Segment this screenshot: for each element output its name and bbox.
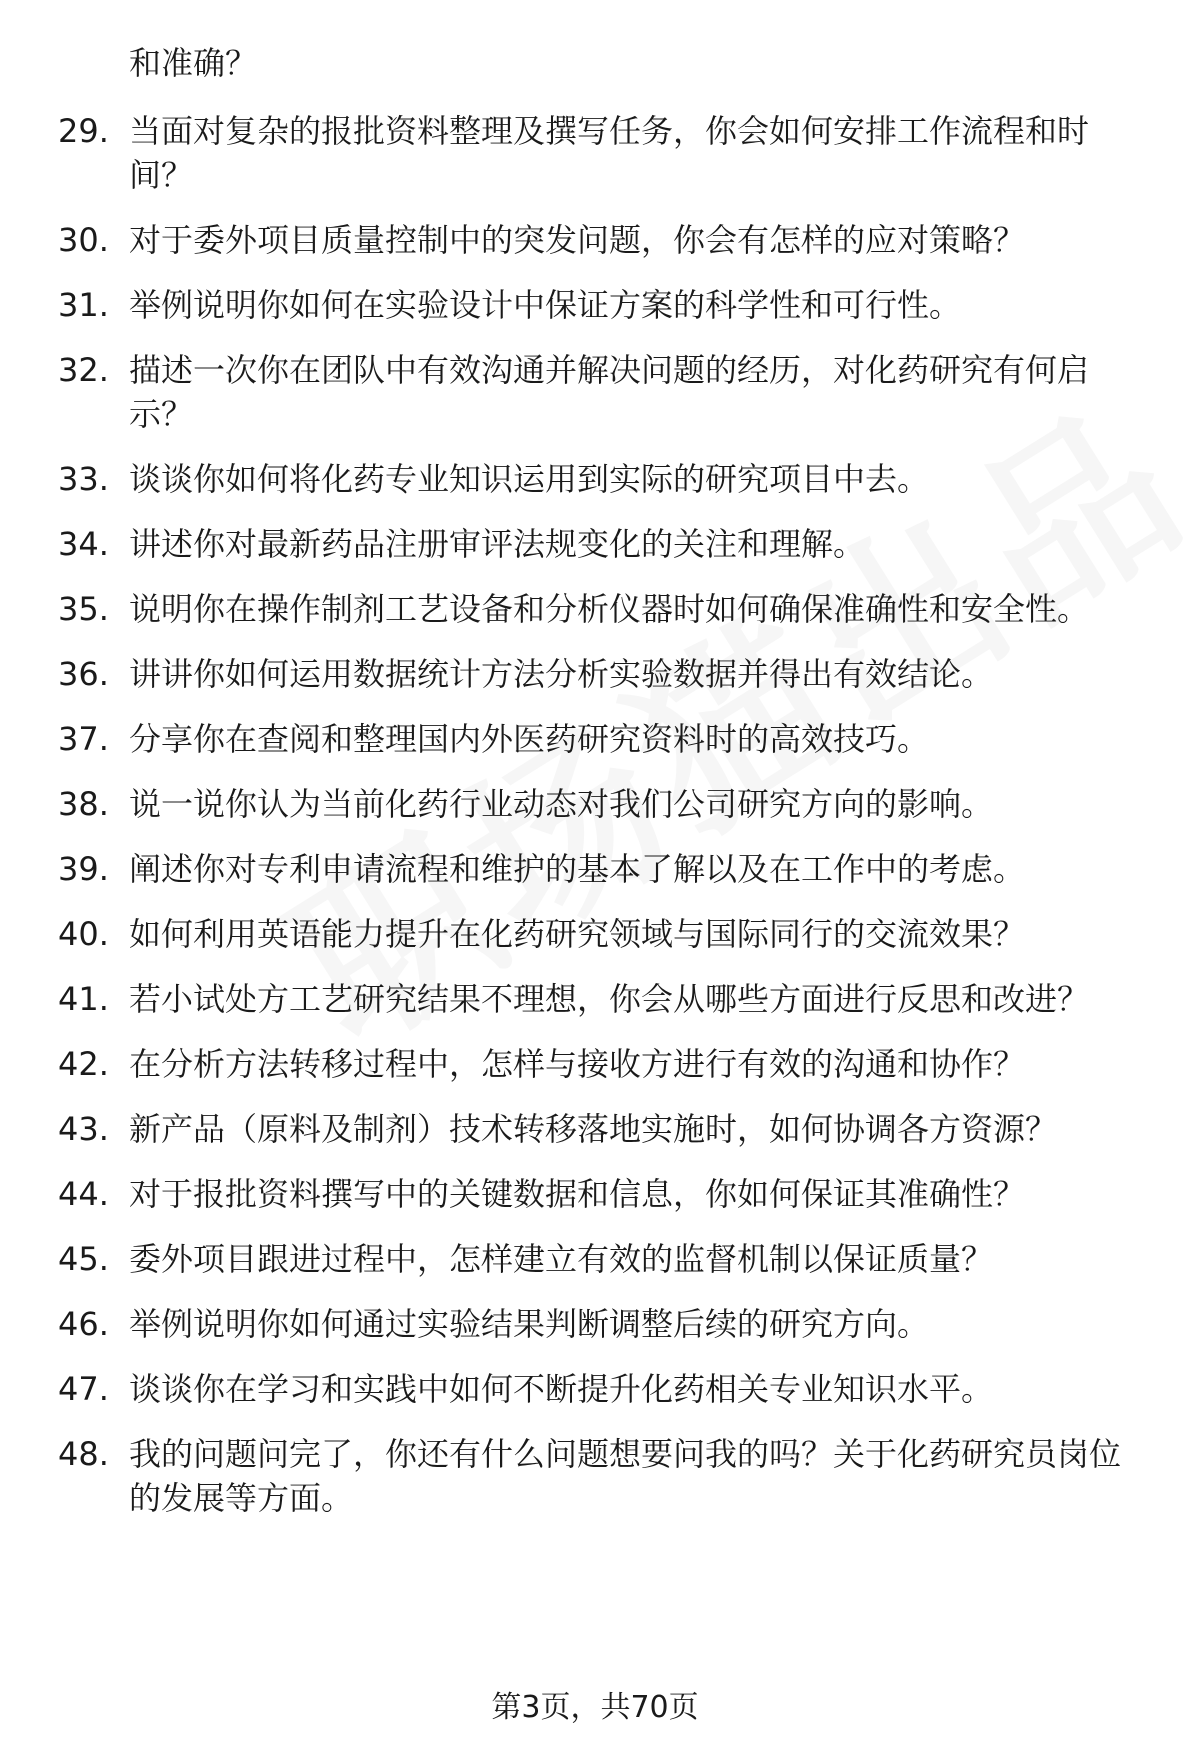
question-item <box>58 109 1138 197</box>
question-number: 47. <box>58 1370 109 1408</box>
question-number: 40. <box>58 915 109 953</box>
question-item <box>58 1172 1138 1216</box>
question-text: 在分析方法转移过程中，怎样与接收方进行有效的沟通和协作？ <box>129 1045 1026 1083</box>
question-text: 委外项目跟进过程中，怎样建立有效的监督机制以保证质量？ <box>129 1240 994 1278</box>
question-list <box>58 109 1138 1541</box>
question-item <box>58 717 1138 761</box>
question-text: 讲述你对最新药品注册审评法规变化的关注和理解。 <box>129 525 866 563</box>
question-text: 描述一次你在团队中有效沟通并解决问题的经历，对化药研究有何启示？ <box>129 351 1090 433</box>
question-number: 43. <box>58 1110 109 1148</box>
question-number: 44. <box>58 1175 109 1213</box>
question-item <box>58 782 1138 826</box>
question-item <box>58 218 1138 262</box>
question-number: 46. <box>58 1305 109 1343</box>
question-item <box>58 587 1138 631</box>
question-item <box>58 977 1138 1021</box>
question-text: 谈谈你在学习和实践中如何不断提升化药相关专业知识水平。 <box>129 1370 994 1408</box>
question-number: 32. <box>58 351 109 389</box>
question-item <box>58 1432 1138 1520</box>
question-text: 说一说你认为当前化药行业动态对我们公司研究方向的影响。 <box>129 785 994 823</box>
question-number: 33. <box>58 460 109 498</box>
question-number: 38. <box>58 785 109 823</box>
question-text: 举例说明你如何在实验设计中保证方案的科学性和可行性。 <box>129 286 962 324</box>
continuation-line: 和准确？ <box>129 44 258 82</box>
question-number: 34. <box>58 525 109 563</box>
question-text: 当面对复杂的报批资料整理及撰写任务，你会如何安排工作流程和时间？ <box>129 112 1090 194</box>
question-item <box>58 348 1138 436</box>
question-number: 31. <box>58 286 109 324</box>
question-text: 举例说明你如何通过实验结果判断调整后续的研究方向。 <box>129 1305 930 1343</box>
question-number: 39. <box>58 850 109 888</box>
question-number: 29. <box>58 112 109 150</box>
question-text: 我的问题问完了，你还有什么问题想要问我的吗？关于化药研究员岗位的发展等方面。 <box>129 1435 1122 1517</box>
question-number: 37. <box>58 720 109 758</box>
question-number: 41. <box>58 980 109 1018</box>
page-footer: 第3页，共70页 <box>491 1690 699 1725</box>
question-text: 分享你在查阅和整理国内外医药研究资料时的高效技巧。 <box>129 720 930 758</box>
question-number: 45. <box>58 1240 109 1278</box>
question-number: 48. <box>58 1435 109 1473</box>
question-text: 新产品（原料及制剂）技术转移落地实施时，如何协调各方资源？ <box>129 1110 1058 1148</box>
question-item <box>58 283 1138 327</box>
question-item <box>58 1107 1138 1151</box>
question-text: 谈谈你如何将化药专业知识运用到实际的研究项目中去。 <box>129 460 930 498</box>
question-item <box>58 1302 1138 1346</box>
question-item <box>58 522 1138 566</box>
question-number: 42. <box>58 1045 109 1083</box>
question-number: 35. <box>58 590 109 628</box>
question-item <box>58 1367 1138 1411</box>
question-text: 若小试处方工艺研究结果不理想，你会从哪些方面进行反思和改进？ <box>129 980 1090 1018</box>
question-number: 30. <box>58 221 109 259</box>
question-number: 36. <box>58 655 109 693</box>
question-text: 对于委外项目质量控制中的突发问题，你会有怎样的应对策略？ <box>129 221 1026 259</box>
question-item <box>58 847 1138 891</box>
question-item <box>58 912 1138 956</box>
question-item <box>58 1042 1138 1086</box>
question-text: 阐述你对专利申请流程和维护的基本了解以及在工作中的考虑。 <box>129 850 1026 888</box>
question-text: 说明你在操作制剂工艺设备和分析仪器时如何确保准确性和安全性。 <box>129 590 1090 628</box>
question-text: 对于报批资料撰写中的关键数据和信息，你如何保证其准确性？ <box>129 1175 1026 1213</box>
question-text: 如何利用英语能力提升在化药研究领域与国际同行的交流效果？ <box>129 915 1026 953</box>
question-text: 讲讲你如何运用数据统计方法分析实验数据并得出有效结论。 <box>129 655 994 693</box>
question-item <box>58 1237 1138 1281</box>
question-item <box>58 457 1138 501</box>
question-item <box>58 652 1138 696</box>
